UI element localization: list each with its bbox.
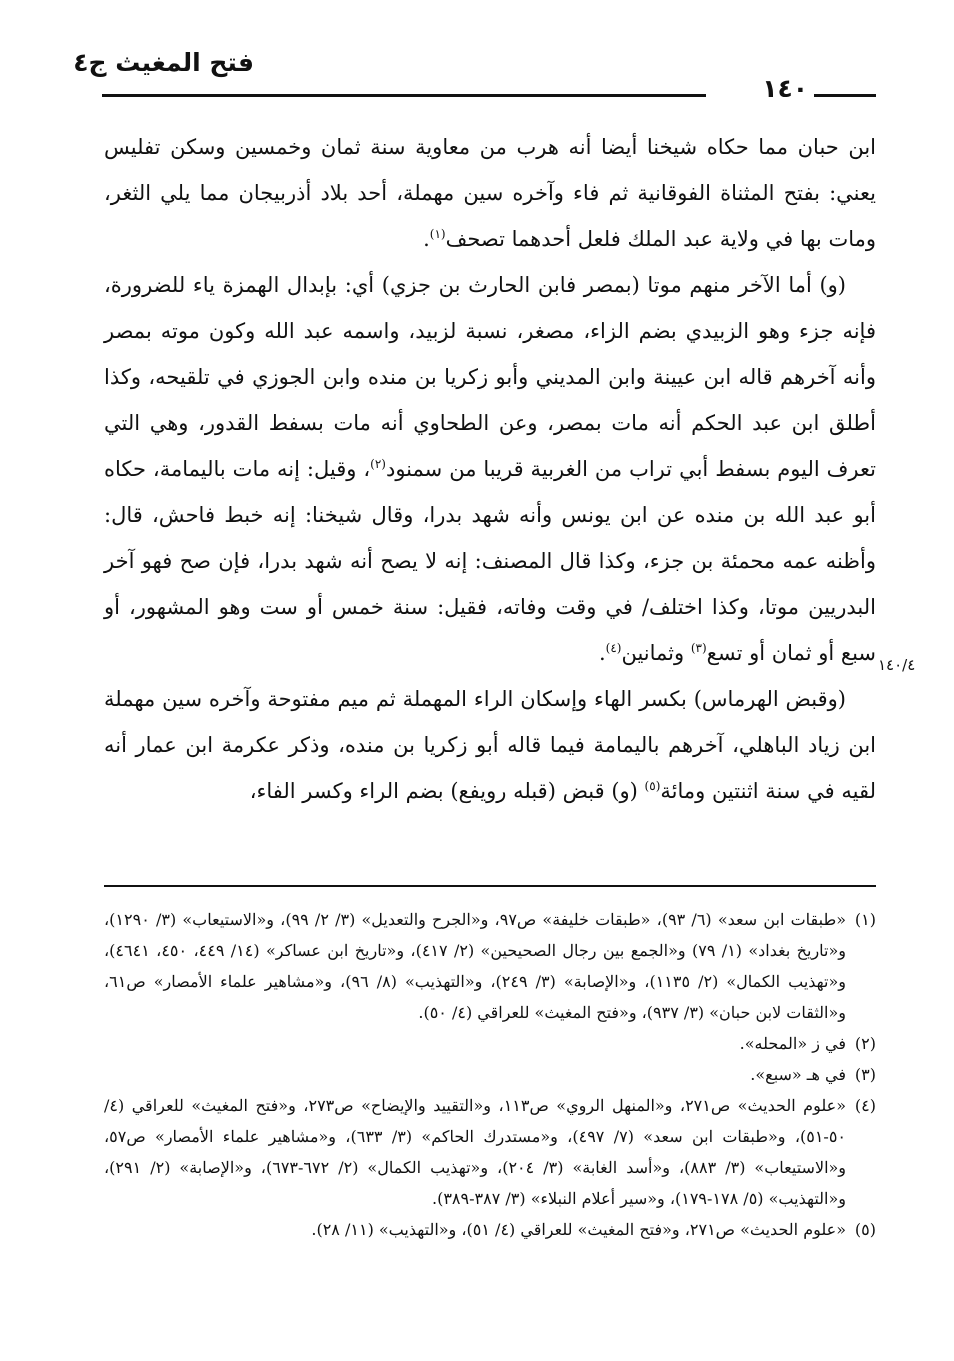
footnote-text: في هـ «سبع». bbox=[750, 1065, 846, 1084]
end-dot: . bbox=[598, 641, 606, 665]
text-line: وأنه شهد بدرا، وقال شيخنا: إنه خبط فاحش، قال: وأظنه عمه محمئة بن جزء، bbox=[104, 503, 876, 573]
text-line: وكذا قال المصنف: إنه لا يصح أنه شهد بدرا، فإن صح فهو آخر البدريين موتا، bbox=[104, 549, 876, 619]
footnote-1 bbox=[104, 904, 876, 1028]
footnote-2 bbox=[104, 1028, 876, 1059]
text-line: (وقبض الهرماس) بكسر الهاء وإسكان الراء المهملة ثم ميم مفتوحة وآخره سين bbox=[162, 687, 846, 711]
margin-reference: ١٤٠/٤ bbox=[878, 656, 916, 674]
text-line: وثمانين bbox=[621, 641, 691, 665]
footnote-number: (٣) bbox=[854, 1065, 876, 1084]
text-line: مهملة ابن زياد الباهلي، آخرهم باليمامة فيما قاله أبو زكريا بن منده، وذكر عكرمة ابن bbox=[104, 687, 876, 757]
main-text bbox=[104, 124, 876, 814]
text-line: تفليس يعني: بفتح المثناة الفوقانية ثم فاء وآخره سين مهملة، أحد بلاد أذربيجان bbox=[104, 135, 876, 205]
text-line: سمنود bbox=[385, 457, 443, 481]
footnote-number: (٥) bbox=[854, 1220, 876, 1239]
header-rule-short bbox=[814, 94, 876, 97]
text-line: وكون موته بمصر وأنه آخرهم قاله ابن عيينة وابن المديني وأبو زكريا بن منده وابن bbox=[104, 319, 876, 389]
text-line: مما يلي الثغر، ومات بها في ولاية عبد الملك فلعل أحدهما تصحف bbox=[104, 181, 876, 251]
page-number: ١٤٠ bbox=[762, 74, 808, 103]
footnote-3 bbox=[104, 1059, 876, 1090]
text-line: أنه مات بسفط القدور، وهي التي تعرف اليوم بسفط أبي تراب من الغربية قريبا من bbox=[104, 411, 876, 481]
text-line: وكذا اختلف/ في وقت وفاته، فقيل: سنة خمس أو ست وهو المشهور، أو سبع bbox=[104, 595, 876, 665]
page-header bbox=[73, 44, 878, 104]
footnote-text: «علوم الحديث» ص٢٧١، و«فتح المغيث» للعراقي (٤/ ٥١)، و«التهذيب» (١١/ ٢٨). bbox=[311, 1220, 846, 1239]
footnote-separator bbox=[104, 885, 876, 887]
footnote-4 bbox=[104, 1090, 876, 1214]
footnote-marker: (٢) bbox=[370, 457, 386, 471]
paragraph-3 bbox=[104, 676, 876, 814]
book-title: فتح المغيث ج٤ bbox=[73, 48, 254, 77]
footnote-text: «طبقات ابن سعد» (٦/ ٩٣)، «طبقات خليفة» ص٩٧، و«الجرح والتعديل» (٣/ ٢/ ٩٩)، و«الاستيعاب» (٣/ ١٢٩٠)، و«تاريخ بغداد» (١/ ٧٩) و«الجمع بين رجال الصحيحين» (٢/ ٤١٧)، و«تاريخ ابن عساكر» (١٤/ ٤٤٩، ٤٥٠، ٤٦٤١)، و«تهذيب الكمال» (٢/ ١١٣٥)، و«الإصابة» (٣/ ٢٤٩)، و«التهذيب» (٨/ ٩٦)، و«مشاهير علماء الأمصار» ص٦١، و«الثقات لابن حبان» (٣/ ٩٣٧)، و«فتح المغيث» للعراقي (٤/ ٥٠). bbox=[104, 910, 847, 1022]
text-line: عمار أنه لقيه في سنة اثنتين ومائة bbox=[104, 733, 876, 803]
footnote-text: في ز «المحله». bbox=[739, 1034, 846, 1053]
footnote-text: «علوم الحديث» ص٢٧١، و«المنهل الروي» ص١١٣، و«التقييد والإيضاح» ص٢٧٣، و«فتح المغيث» للعراقي (٤/ ٥٠-٥١)، و«طبقات ابن سعد» (٧/ ٤٩٧)، و«مستدرك الحاكم» (٣/ ٦٣٣)، و«مشاهير علماء الأمصار» ص٥٧، و«الاستيعاب» (٣/ ٨٨٣)، و«أسد الغابة» (٣/ ٢٠٤)، و«تهذيب الكمال» (٢/ ٦٧٢-٦٧٣)، و«الإصابة» (٢/ ٢٩١)، و«التهذيب» (٥/ ١٧٨-١٧٩)، و«سير أعلام النبلاء» (٣/ ٣٨٧-٣٨٩). bbox=[104, 1096, 847, 1208]
paragraph-1 bbox=[104, 124, 876, 262]
paragraph-2 bbox=[104, 262, 876, 676]
footnote-number: (١) bbox=[854, 910, 876, 929]
text-line: ابن حبان مما حكاه شيخنا أيضا أنه هرب من معاوية سنة ثمان وخمسين وسكن bbox=[170, 135, 877, 159]
footnote-5 bbox=[104, 1214, 876, 1245]
footnotes bbox=[104, 904, 876, 1245]
text-line: أو ثمان أو تسع bbox=[706, 641, 835, 665]
footnote-marker: (٤) bbox=[605, 641, 622, 655]
text-line: للضرورة، فإنه جزء وهو الزبيدي بضم الزاء، مصغر، نسبة لزبيد، واسمه عبد الله bbox=[104, 273, 876, 343]
footnote-number: (٤) bbox=[854, 1096, 876, 1115]
footnote-number: (٢) bbox=[854, 1034, 876, 1053]
text-line: ، وقيل: إنه مات باليمامة، حكاه أبو عبد الله بن منده عن ابن يونس bbox=[104, 457, 876, 527]
footnote-marker: (٥) bbox=[644, 779, 661, 793]
footnote-marker: (٣) bbox=[690, 641, 707, 655]
text-line: (و) قبض (قبله رويفع) بضم الراء وكسر الفاء، bbox=[249, 779, 645, 803]
end-dot: . bbox=[423, 227, 430, 251]
text-line: الجوزي في تلقيحه، وكذا أطلق ابن عبد الحكم أنه مات بمصر، وعن الطحاوي bbox=[104, 365, 876, 435]
footnote-marker: (١) bbox=[429, 227, 446, 241]
text-line: (و) أما الآخر منهم موتا (بمصر فابن الحارث بن جزي) أي: بإبدال الهمزة ياء bbox=[192, 273, 846, 297]
header-rule bbox=[102, 94, 706, 97]
